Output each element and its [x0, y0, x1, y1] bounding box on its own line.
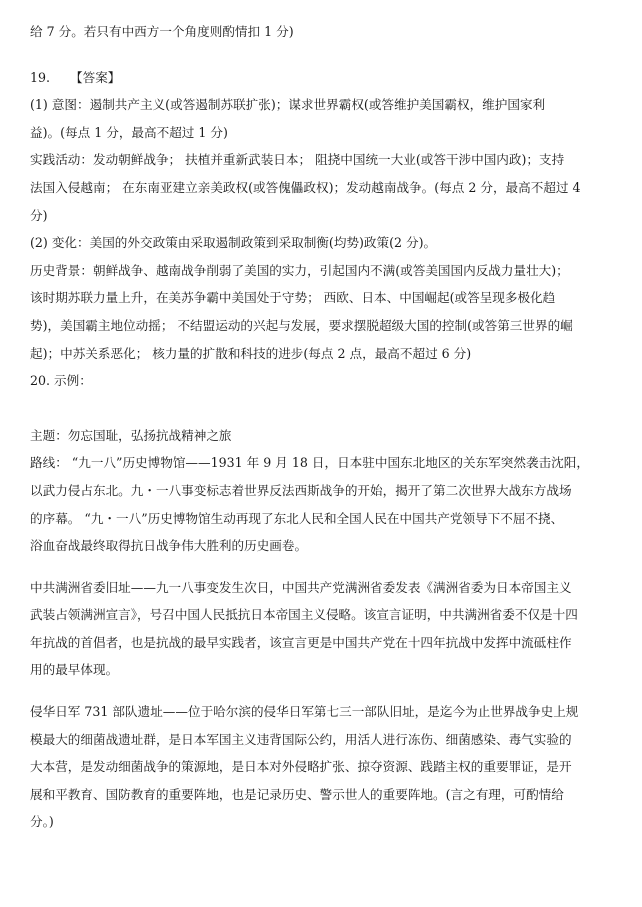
text-line: 益)。(每点 1 分，最高不超过 1 分) [30, 124, 228, 140]
question-19-header [30, 64, 620, 92]
spacer [30, 560, 620, 574]
text-line: 以武力侵占东北。九・一八事变标志着世界反法西斯战争的开始，揭开了第二次世界大战东方战场 [30, 482, 572, 498]
text-line: (1) 意图：遏制共产主义(或答遏制苏联扩张)；谋求世界霸权(或答维护美国霸权，维护国家利 [30, 97, 546, 113]
theme-line: 主题：勿忘国耻，弘扬抗战精神之旅 [30, 427, 232, 443]
text-line: 浴血奋战最终取得抗日战争伟大胜利的历史画卷。 [30, 538, 308, 554]
text-line: 年抗战的首倡者，也是抗战的最早实践者，该宣言更是中国共产党在十四年抗战中发挥中流砥柱作 [30, 634, 572, 650]
question-20-header: 20. 示例： [30, 373, 92, 389]
text-line: 侵华日军 731 部队遗址——位于哈尔滨的侵华日军第七三一部队旧址，是迄今为止世界战争史上规 [30, 704, 579, 720]
question-number: 19. [30, 69, 51, 85]
text-line: 的序幕。 “九・一八”历史博物馆生动再现了东北人民和全国人民在中国共产党领导下不屈不挠、 [30, 510, 564, 526]
text-line: 实践活动：发动朝鲜战争； 扶植并重新武装日本； 阻挠中国统一大业(或答干涉中国内政)；支持 [30, 152, 565, 168]
text-line: 展和平教育、国防教育的重要阵地，也是记录历史、警示世人的重要阵地。(言之有理，可酌情给 [30, 786, 564, 802]
text-line: 给 7 分。若只有中西方一个角度则酌情扣 1 分) [30, 24, 294, 39]
spacer [30, 395, 620, 422]
answer-label: 【答案】 [70, 69, 121, 85]
text-line: 起)；中苏关系恶化； 核力量的扩散和科技的进步(每点 2 点，最高不超过 6 分) [30, 345, 472, 361]
text-line: 该时期苏联力量上升，在美苏争霸中美国处于守势； 西欧、日本、中国崛起(或答呈现多极化趋 [30, 290, 556, 306]
text-line: 中共满洲省委旧址——九一八事变发生次日，中国共产党满洲省委发表《满洲省委为日本帝国主义 [30, 579, 572, 595]
text-line: 武装占领满洲宣言》，号召中国人民抵抗日本帝国主义侵略。该宣言证明，中共满洲省委不仅是十四 [30, 607, 578, 623]
text-line: 路线： “九一八”历史博物馆——1931 年 9 月 18 日，日本驻中国东北地区的关东军突然袭击沈阳， [30, 455, 589, 471]
text-line: 法国入侵越南； 在东南亚建立亲美政权(或答傀儡政权)；发动越南战争。(每点 2 分，最高不超过 4 [30, 179, 581, 195]
text-line: 历史背景：朝鲜战争、越南战争削弱了美国的实力，引起国内不满(或答美国国内反战力量壮大)； [30, 262, 569, 278]
text-line: (2) 变化：美国的外交政策由采取遏制政策到采取制衡(均势)政策(2 分)。 [30, 235, 437, 251]
spacer [30, 684, 620, 698]
text-line: 势)，美国霸主地位动摇； 不结盟运动的兴起与发展，要求摆脱超级大国的控制(或答第三世界的崛 [30, 317, 573, 333]
text-line: 模最大的细菌战遗址群，是日本军国主义违背国际公约，用活人进行冻伤、细菌感染、毒气实验的 [30, 731, 572, 747]
text-line: 分) [30, 207, 48, 223]
text-line: 大本营，是发动细菌战争的策源地，是日本对外侵略扩张、掠夺资源、践踏主权的重要罪证，是开 [30, 759, 572, 775]
answer-document [30, 18, 620, 836]
text-line: 分。) [30, 814, 54, 830]
text-line: 用的最早体现。 [30, 662, 119, 678]
